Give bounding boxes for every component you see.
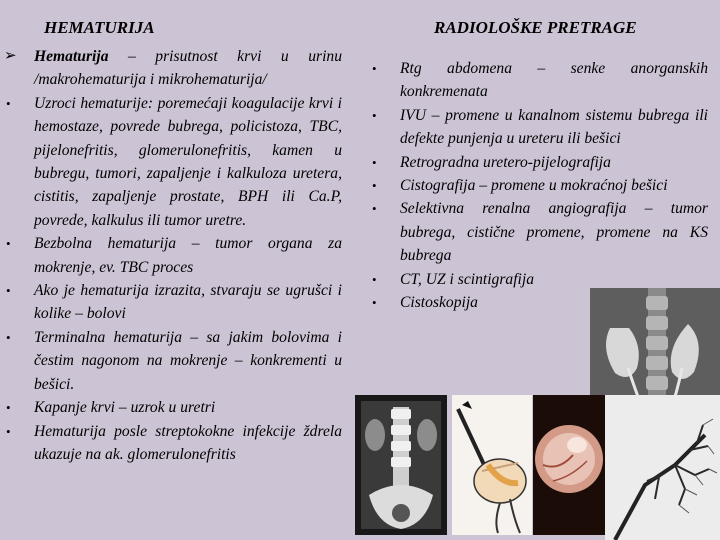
dot-bullet-icon: •	[6, 283, 11, 299]
intro-text: – prisutnost krvi u urinu /makrohematurija i mikrohematurija/	[34, 48, 342, 89]
hematuria-list	[4, 45, 342, 466]
list-item	[6, 92, 342, 232]
list-item	[6, 326, 342, 396]
dot-bullet-icon: •	[372, 271, 377, 287]
dot-bullet-icon: •	[6, 236, 11, 252]
dot-bullet-icon: •	[372, 201, 377, 217]
list-item-text: Cistoskopija	[400, 294, 478, 312]
dot-bullet-icon: •	[372, 295, 377, 311]
dot-bullet-icon: •	[372, 107, 377, 123]
list-item-text: Hematurija posle streptokokne infekcije ždrela ukazuje na ak. glomerulonefritis	[34, 422, 342, 463]
cystoscopy-diagram-image	[452, 395, 532, 535]
list-item-text: Rtg abdomena – senke anorganskih konkremenata	[400, 60, 708, 101]
dot-bullet-icon: •	[6, 329, 11, 345]
list-item	[6, 279, 342, 326]
list-item-text: Bezbolna hematurija – tumor organa za mokrenje, ev. TBC proces	[34, 235, 342, 276]
ct-scan-image	[355, 395, 447, 535]
dot-bullet-icon: •	[6, 95, 11, 111]
list-item	[372, 57, 708, 104]
list-item-text: Retrogradna uretero-pijelografija	[400, 153, 611, 171]
right-column-title: RADIOLOŠKE PRETRAGE	[434, 18, 637, 37]
list-item-text: Cistografija – promene u mokraćnoj bešici	[400, 177, 668, 195]
intro-term: Hematurija	[34, 48, 109, 65]
dot-bullet-icon: •	[372, 154, 377, 170]
list-item-text: Terminalna hematurija – sa jakim bolovima i čestim nagonom na mokrenje – konkrementi u bešici.	[34, 328, 342, 393]
list-item-text: CT, UZ i scintigrafija	[400, 270, 535, 288]
list-item-text: Ako je hematurija izrazita, stvaraju se ugrušci i kolike – bolovi	[34, 282, 342, 323]
dot-bullet-icon: •	[6, 400, 11, 416]
list-item-text: Uzroci hematurije: poremećaji koagulacije krvi i hemostaze, povrede bubrega, policistoza, TBC, pijelonefritis, glomerulonefritis, kamen u bubregu, tumori, zapaljenje i kalkuloza uretera, cistitis, zapaljenje prostate, BPH ili Ca.P, povrede, kalkulus ili tumor uretre.	[34, 94, 342, 229]
arrow-bullet-icon: ➢	[4, 48, 17, 64]
list-item	[372, 151, 708, 174]
list-item	[372, 197, 708, 267]
left-column-title: HEMATURIJA	[44, 18, 155, 37]
list-item	[6, 232, 342, 279]
radiology-list	[372, 57, 708, 314]
list-item-text: IVU – promene u kanalnom sistemu bubrega ili defekte punjenja u ureteru ili bešici	[400, 106, 708, 148]
endoscopy-image	[533, 395, 605, 535]
dot-bullet-icon: •	[372, 61, 377, 76]
list-item-intro	[4, 45, 342, 92]
list-item-text: Selektivna renalna angiografija – tumor bubrega, cistične promene, promene na KS bubrega	[400, 200, 708, 265]
list-item	[372, 174, 708, 197]
list-item	[6, 420, 342, 467]
dot-bullet-icon: •	[6, 423, 11, 439]
list-item	[6, 396, 342, 419]
list-item-text: Kapanje krvi – uzrok u uretri	[34, 399, 216, 417]
list-item	[372, 104, 708, 151]
dot-bullet-icon: •	[372, 178, 377, 194]
renal-angiography-image	[605, 395, 720, 540]
